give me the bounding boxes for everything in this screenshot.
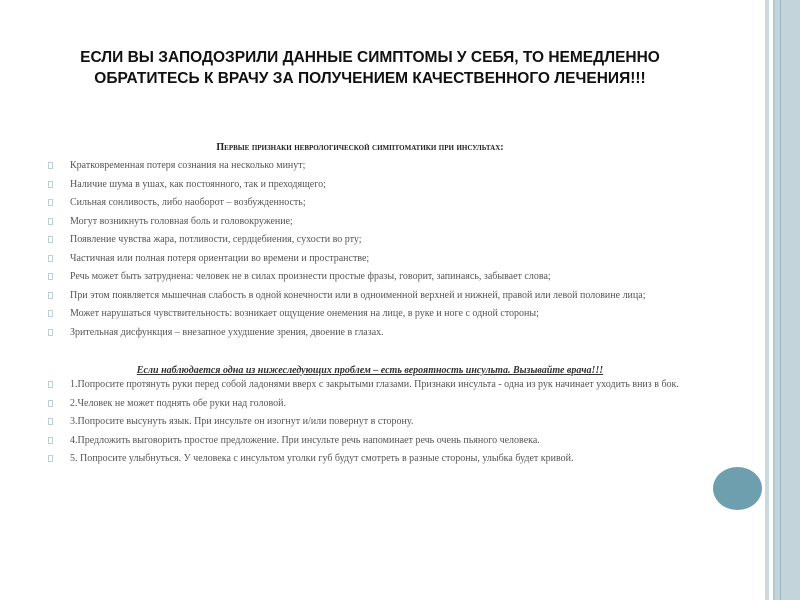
list-item-text: 4.Предложить выговорить простое предложение. При инсульте речь напоминает речь очень пьяного человека. [70,434,540,446]
bullet-icon [48,292,53,299]
decor-stripe-thin [765,0,769,600]
list-item-text: Речь может быть затруднена: человек не в силах произнести простые фразы, говорит, запинаясь, забывает слова; [70,271,551,282]
bullet-icon [48,437,53,444]
list-item-text: Кратковременная потеря сознания на несколько минут; [70,160,306,171]
bullet-icon [48,255,53,262]
bullet-icon [48,400,53,407]
list-item-text: 5. Попросите улыбнуться. У человека с инсультом уголки губ будут смотреть в разные стороны, улыбка будет кривой. [70,453,574,464]
list-item [48,216,698,227]
list-item-text: При этом появляется мышечная слабость в одной конечности или в одноименной верхней и нижней, правой или левой половине лица; [70,289,646,301]
list-item [48,253,698,264]
list-item-text: Наличие шума в ушах, как постоянного, так и преходящего; [70,178,326,190]
bullet-icon [48,162,53,169]
list-item [48,398,698,409]
symptoms-heading: Первые признаки неврологической симптоматики при инсультах: [216,142,504,153]
bullet-icon [48,381,53,388]
list-item [48,453,698,464]
list-item [48,416,698,427]
list-item-text: Может нарушаться чувствительность: возникает ощущение онемения на лице, в руке и ноге с одной стороны; [70,308,539,319]
list-item [48,197,698,208]
tests-list [48,379,698,472]
list-item-text: Сильная сонливость, либо наоборот – возбужденность; [70,197,306,208]
warning-heading: Если наблюдается одна из нижеследующих проблем – есть вероятность инсульта. Вызывайте врача!!! [136,365,604,376]
list-item-text: Частичная или полная потеря ориентации во времени и пространстве; [70,252,370,264]
bullet-icon [48,310,53,317]
list-item [48,379,698,390]
bullet-icon [48,329,53,336]
list-item-text: Могут возникнуть головная боль и головокружение; [70,215,293,227]
list-item-text: 2.Человек не может поднять обе руки над головой. [70,397,286,409]
list-item [48,179,698,190]
bullet-icon [48,455,53,462]
symptoms-list [48,160,698,345]
list-item-text: Появление чувства жара, потливости, сердцебиения, сухости во рту; [70,234,362,245]
bullet-icon [48,181,53,188]
bullet-icon [48,199,53,206]
list-item [48,290,698,301]
list-item [48,234,698,245]
decor-circle [713,467,762,510]
decor-stripe-line [780,0,781,600]
list-item [48,327,698,338]
decor-stripe-wide [773,0,800,600]
list-item-text: Зрительная дисфункция – внезапное ухудшение зрения, двоение в глазах. [70,326,384,338]
bullet-icon [48,218,53,225]
slide-title: ЕСЛИ ВЫ ЗАПОДОЗРИЛИ ДАННЫЕ СИМПТОМЫ У СЕБЯ, ТО НЕМЕДЛЕННО ОБРАТИТЕСЬ К ВРАЧУ ЗА ПОЛУЧЕНИЕМ КАЧЕСТВЕННОГО ЛЕЧЕНИЯ!!! [80,49,660,87]
bullet-icon [48,236,53,243]
list-item [48,271,698,282]
list-item [48,308,698,319]
list-item-text: 3.Попросите высунуть язык. При инсульте он изогнут и/или повернут в сторону. [70,416,414,427]
bullet-icon [48,273,53,280]
list-item [48,160,698,171]
list-item-text: 1.Попросите протянуть руки перед собой ладонями вверх с закрытыми глазами. Признаки инсульта - одна из рук начинает уходить вниз в бок. [70,379,679,390]
list-item [48,435,698,446]
bullet-icon [48,418,53,425]
